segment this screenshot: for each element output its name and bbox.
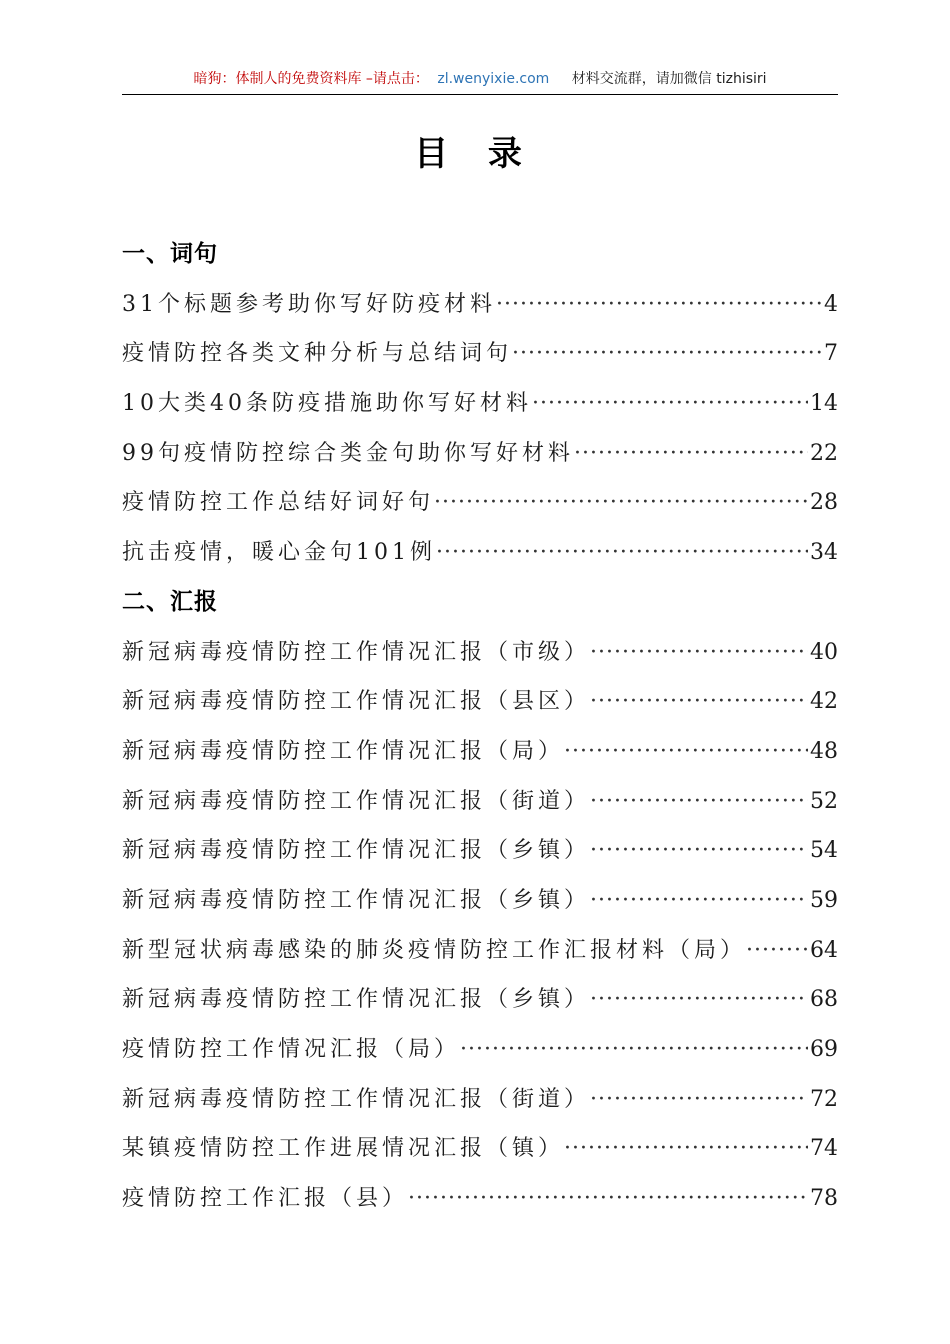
toc-entry-title: 新冠病毒疫情防控工作情况汇报（乡镇） (122, 987, 591, 1013)
toc-leader-dots (590, 826, 808, 876)
toc-entry[interactable] (122, 1075, 838, 1125)
toc-leader-dots (496, 280, 822, 330)
toc-leader-dots (590, 975, 808, 1025)
toc-page-number: 74 (810, 1136, 838, 1162)
toc-entry[interactable] (122, 429, 838, 479)
toc-page-number: 69 (810, 1037, 838, 1062)
toc-entry[interactable] (122, 975, 838, 1025)
page-header (122, 68, 838, 95)
toc-entry[interactable] (122, 628, 838, 678)
toc-entry-title: 新型冠状病毒感染的肺炎疫情防控工作汇报材料（局） (122, 937, 747, 963)
toc-entry-title: 99句疫情防控综合类金句助你写好材料 (122, 440, 574, 466)
toc-page-number: 78 (810, 1186, 838, 1212)
page-title: 目 录 (414, 134, 536, 174)
toc-entry-title: 疫情防控工作总结好词好句 (122, 490, 435, 516)
toc-entry[interactable] (122, 926, 838, 976)
toc-leader-dots (590, 1075, 808, 1125)
toc-entry[interactable] (122, 478, 838, 528)
toc-leader-dots (436, 528, 808, 578)
header-url-link[interactable]: zl.wenyixie.com (437, 71, 550, 87)
toc-leader-dots (590, 777, 808, 827)
toc-leader-dots (460, 1025, 808, 1075)
toc-section-heading-reports: 二、汇报 (122, 588, 218, 615)
toc-entry-title: 新冠病毒疫情防控工作情况汇报（乡镇） (122, 887, 591, 913)
toc-leader-dots (512, 329, 822, 379)
toc-leader-dots (590, 876, 808, 926)
toc-page-number: 64 (810, 937, 838, 963)
toc-leader-dots (590, 628, 808, 678)
toc-leader-dots (746, 926, 808, 976)
toc-leader-dots (434, 478, 808, 528)
toc-entry-title: 新冠病毒疫情防控工作情况汇报（市级） (122, 639, 591, 665)
toc-entry-title: 新冠病毒疫情防控工作情况汇报（县区） (122, 689, 591, 715)
toc-leader-dots (532, 379, 808, 429)
header-contact: 材料交流群，请加微信 tizhisiri (571, 71, 767, 87)
toc-page-number: 14 (810, 391, 838, 417)
header-prompt: –请点击： (365, 71, 429, 87)
toc-entry[interactable] (122, 1124, 838, 1174)
toc-page-number: 52 (810, 788, 838, 814)
toc-entry-title: 新冠病毒疫情防控工作情况汇报（乡镇） (122, 838, 591, 864)
toc-entry-title: 新冠病毒疫情防控工作情况汇报（街道） (122, 788, 591, 814)
toc-page-number: 72 (810, 1086, 838, 1112)
toc-entry[interactable] (122, 379, 838, 429)
toc-entry-title: 某镇疫情防控工作进展情况汇报（镇） (122, 1136, 565, 1162)
toc-page-number: 22 (810, 440, 838, 466)
toc-page-number: 42 (810, 689, 838, 715)
toc-entry-title: 抗击疫情，暖心金句101例 (122, 540, 436, 566)
toc-page-number: 59 (810, 887, 838, 913)
toc-entry[interactable] (122, 1174, 838, 1224)
toc-leader-dots (564, 727, 808, 777)
toc-entry[interactable] (122, 528, 838, 578)
toc-entry[interactable] (122, 1025, 838, 1075)
table-of-contents (122, 230, 838, 1224)
toc-entry[interactable] (122, 677, 838, 727)
toc-entry-title: 31个标题参考助你写好防疫材料 (122, 291, 496, 317)
toc-entry-title: 新冠病毒疫情防控工作情况汇报（局） (122, 738, 565, 764)
toc-page-number: 54 (810, 838, 838, 864)
toc-page-number: 34 (810, 540, 838, 566)
toc-entry[interactable] (122, 777, 838, 827)
toc-entry-title: 疫情防控工作汇报（县） (122, 1186, 409, 1212)
toc-page-number: 48 (810, 738, 838, 764)
toc-leader-dots (408, 1174, 808, 1224)
toc-entry-title: 10大类40条防疫措施助你写好材料 (122, 391, 532, 417)
toc-entry-title: 疫情防控各类文种分析与总结词句 (122, 341, 513, 367)
toc-entry[interactable] (122, 826, 838, 876)
toc-page-number: 28 (810, 490, 838, 516)
toc-entry[interactable] (122, 280, 838, 330)
toc-page-number: 68 (810, 987, 838, 1013)
toc-leader-dots (590, 677, 808, 727)
toc-entry[interactable] (122, 329, 838, 379)
toc-section-heading-phrases: 一、词句 (122, 241, 218, 267)
toc-entry[interactable] (122, 727, 838, 777)
header-brand: 暗狗：体制人的免费资料库 (193, 71, 362, 87)
toc-leader-dots (574, 429, 808, 479)
toc-page-number: 40 (810, 639, 838, 665)
toc-leader-dots (564, 1124, 808, 1174)
toc-entry[interactable] (122, 876, 838, 926)
toc-page-number: 7 (824, 341, 838, 367)
toc-entry-title: 新冠病毒疫情防控工作情况汇报（街道） (122, 1086, 591, 1112)
toc-page-number: 4 (824, 291, 838, 317)
toc-entry-title: 疫情防控工作情况汇报（局） (122, 1037, 461, 1062)
